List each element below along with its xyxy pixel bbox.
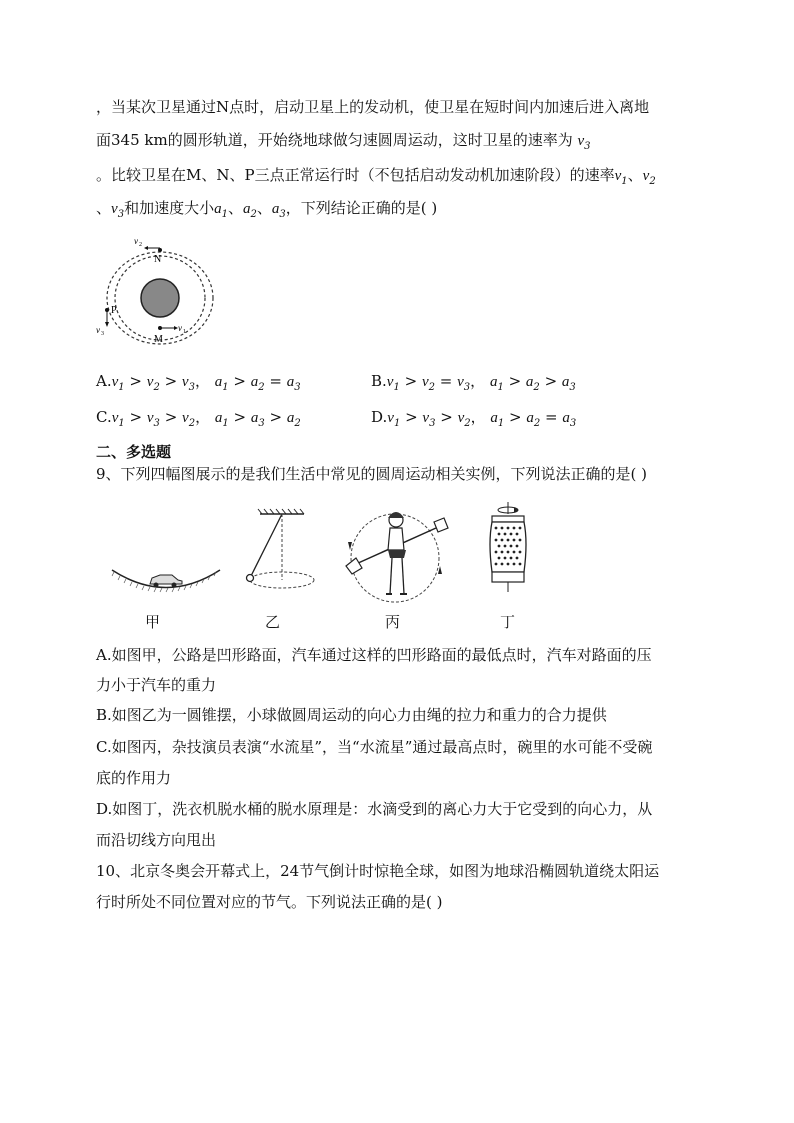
svg-text:v: v bbox=[178, 323, 182, 333]
q9-option-b[interactable]: B.如图乙为一圆锥摆，小球做圆周运动的向心力由绳的拉力和重力的合力提供 bbox=[96, 706, 607, 724]
caption-yi: 乙 bbox=[265, 613, 281, 631]
q8-line-3: 。比较卫星在M、N、P三点正常运行时（不包括启动发动机加速阶段）的速率$v_1$、$v_2$ bbox=[96, 166, 656, 187]
q10-line-2: 行时所处不同位置对应的节气。下列说法正确的是( ) bbox=[96, 893, 443, 911]
q9-option-d-line-1[interactable]: D.如图丁，洗衣机脱水桶的脱水原理是：水滴受到的离心力大于它受到的向心力，从 bbox=[96, 800, 653, 818]
q9-option-c-line-2[interactable]: 底的作用力 bbox=[96, 769, 172, 787]
q8-option-b[interactable]: $B.v_1 > v_2 = v_3$， $a_1 > a_2 > a_3$ bbox=[371, 372, 576, 393]
label-m: M bbox=[154, 334, 163, 345]
q8-option-d[interactable]: $D.v_1 > v_3 > v_2$， $a_1 > a_2 = a_3$ bbox=[371, 408, 577, 429]
q8-line-4: 、$v_3$和加速度大小$a_1$、$a_2$、$a_3$，下列结论正确的是( ) bbox=[96, 199, 438, 220]
svg-text:1: 1 bbox=[183, 329, 186, 335]
q9-stem: 9、下列四幅图展示的是我们生活中常见的圆周运动相关实例，下列说法正确的是( ) bbox=[96, 465, 648, 483]
label-p: P bbox=[111, 305, 117, 316]
section-title: 二、多选题 bbox=[96, 443, 172, 461]
figure-jia-road bbox=[110, 560, 222, 600]
q10-line-1: 10、北京冬奥会开幕式上，24节气倒计时惊艳全球，如图为地球沿椭圆轨道绕太阳运 bbox=[96, 862, 660, 880]
svg-text:2: 2 bbox=[139, 242, 142, 248]
q9-option-d-line-2[interactable]: 而沿切线方向甩出 bbox=[96, 831, 217, 849]
svg-text:v: v bbox=[96, 325, 100, 335]
svg-text:3: 3 bbox=[101, 331, 104, 337]
figure-ding-spin-dryer bbox=[478, 500, 538, 606]
caption-jia: 甲 bbox=[145, 613, 161, 631]
svg-text:v: v bbox=[134, 236, 138, 246]
caption-ding: 丁 bbox=[500, 613, 516, 631]
q9-option-c-line-1[interactable]: C.如图丙，杂技演员表演“水流星”，当“水流星”通过最高点时，碗里的水可能不受碗 bbox=[96, 738, 653, 756]
label-n: N bbox=[154, 254, 162, 265]
q9-option-a-line-2[interactable]: 力小于汽车的重力 bbox=[96, 676, 217, 694]
q8-line-2: 面345 km的圆形轨道，开始绕地球做匀速圆周运动，这时卫星的速率为 $v_3$ bbox=[96, 131, 591, 152]
figure-bing-water-meteor bbox=[340, 506, 452, 606]
q8-option-a[interactable]: $A.v_1 > v_2 > v_3$， $a_1 > a_2 = a_3$ bbox=[96, 372, 301, 393]
q9-option-a-line-1[interactable]: A.如图甲，公路是凹形路面，汽车通过这样的凹形路面的最低点时，汽车对路面的压 bbox=[96, 646, 652, 664]
caption-bing: 丙 bbox=[385, 613, 401, 631]
figure-yi-conical-pendulum bbox=[240, 506, 320, 606]
q8-line-1: ，当某次卫星通过N点时，启动卫星上的发动机，使卫星在短时间内加速后进入离地 bbox=[96, 98, 650, 116]
q8-option-c[interactable]: $C.v_1 > v_3 > v_2$， $a_1 > a_3 > a_2$ bbox=[96, 408, 301, 429]
orbit-diagram bbox=[92, 232, 222, 348]
